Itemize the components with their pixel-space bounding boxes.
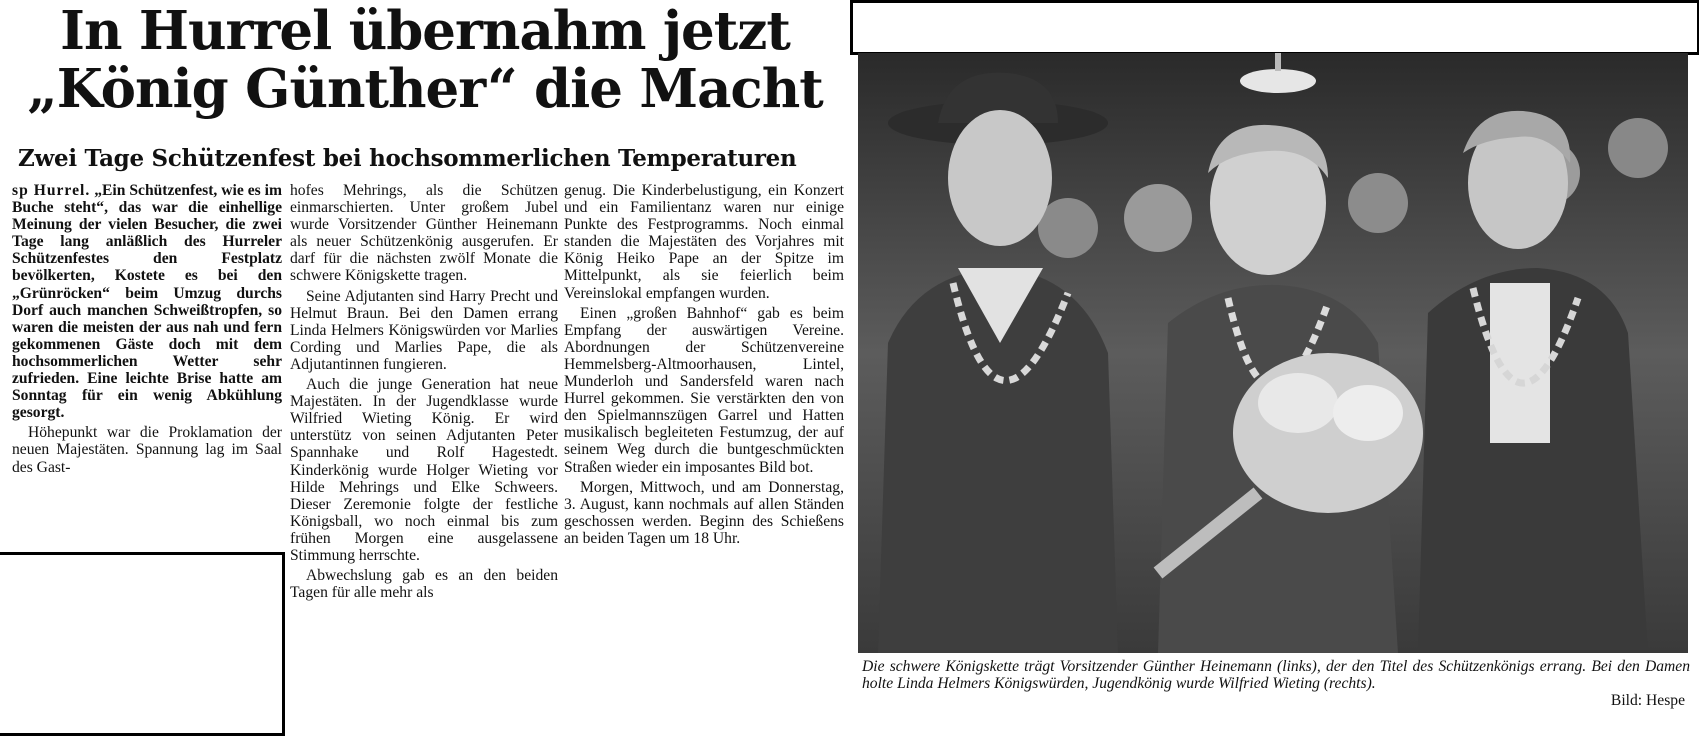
blank-box-top	[850, 0, 1699, 55]
body-paragraph: Abwechslung gab es an den beiden Tagen für alle mehr als	[290, 567, 558, 602]
blank-box-bottom	[0, 552, 285, 736]
headline-line-1: In Hurrel übernahm jetzt	[60, 0, 790, 62]
body-paragraph: hofes Mehrings, als die Schützen einmarschierten. Unter großem Jubel wurde Vorsitzender Günther Heinemann als neuer Schützenkönig ausgerufen. Er darf für die nächsten zwölf Monate die schwere Königskette tragen.	[290, 182, 558, 285]
lead-paragraph	[12, 182, 282, 421]
body-paragraph: Auch die junge Generation hat neue Majestäten. In der Jugendklasse wurde Wilfried Wieting König. Er wird unterstütz von seinen Adjutanten Peter Spannhake und Rolf Hagestedt. Kinderkönig wurde Holger Wieting vor Hilde Mehrings und Elke Schweers. Dieser Zeremonie folgte der festliche Königsball, wo noch einmal bis zum frühen Morgen eine ausgelassene Stimmung herrschte.	[290, 376, 558, 564]
subheadline: Zwei Tage Schützenfest bei hochsommerlichen Temperaturen	[18, 145, 797, 172]
headline	[0, 2, 850, 118]
body-paragraph: Einen „großen Bahnhof“ gab es beim Empfang der auswärtigen Vereine. Abordnungen der Schützenvereine Hemmelsberg-Altmoorhausen, Lintel, Munderloh und Sandersfeld waren nach Hurrel gekommen. Sie verstärkten den von den Spielmannszügen Garrel und Hatten musikalisch begleiteten Festumzug, der auf seinem Weg durch die buntgeschmückten Straßen wieder ein imposantes Bild bot.	[564, 304, 844, 476]
body-paragraph: Seine Adjutanten sind Harry Precht und Helmut Braun. Bei den Damen errang Linda Helmers Königswürden vor Marlies Cording und Marlies Pape, die als Adjutantinnen fungieren.	[290, 287, 558, 373]
photo-caption: Die schwere Königskette trägt Vorsitzender Günther Heinemann (links), der den Titel des Schützenkönigs errang. Bei den Damen holte Linda Helmers Königswürden, Jugendkönig wurde Wilfried Wieting (rechts).	[862, 658, 1690, 692]
news-photo	[858, 53, 1688, 653]
body-paragraph: Höhepunkt war die Proklamation der neuen Majestäten. Spannung lag im Saal des Gast-	[12, 424, 282, 476]
article-column-3	[564, 182, 844, 550]
body-paragraph: genug. Die Kinderbelustigung, ein Konzert und ein Familientanz waren nur einige Punkte des Festprogramms. Noch einmal standen die Majestäten des Vorjahres mit König Heiko Pape an der Spitze im Mittelpunkt, als sie feierlich beim Vereinslokal empfangen wurden.	[564, 182, 844, 302]
lead-text: „Ein Schützenfest, wie es im Buche steht“, das war die einhellige Meinung der vielen Besucher, die zwei Tage lang anläßlich des Hurreler Schützenfestes den Festplatz bevölkerten, Kostete es bei den „Grünröcken“ beim Umzug durchs Dorf auch manchen Schweißtropfen, so waren die meisten der aus nah und fern gekommenen Gäste doch mit dem hochsommerlichen Wetter sehr zufrieden. Eine leichte Brise hatte am Sonntag für ein wenig Abkühlung gesorgt.	[12, 182, 283, 422]
article-column-1	[12, 182, 282, 479]
photo-illustration	[858, 53, 1688, 653]
headline-line-2: „König Günther“ die Macht	[27, 58, 823, 120]
dateline: sp Hurrel.	[12, 182, 91, 199]
article-column-2	[290, 182, 558, 604]
body-paragraph: Morgen, Mittwoch, und am Donnerstag, 3. August, kann nochmals auf allen Ständen geschossen werden. Beginn des Schießens an beiden Tagen um 18 Uhr.	[564, 478, 844, 547]
photo-credit: Bild: Hespe	[1610, 692, 1685, 709]
